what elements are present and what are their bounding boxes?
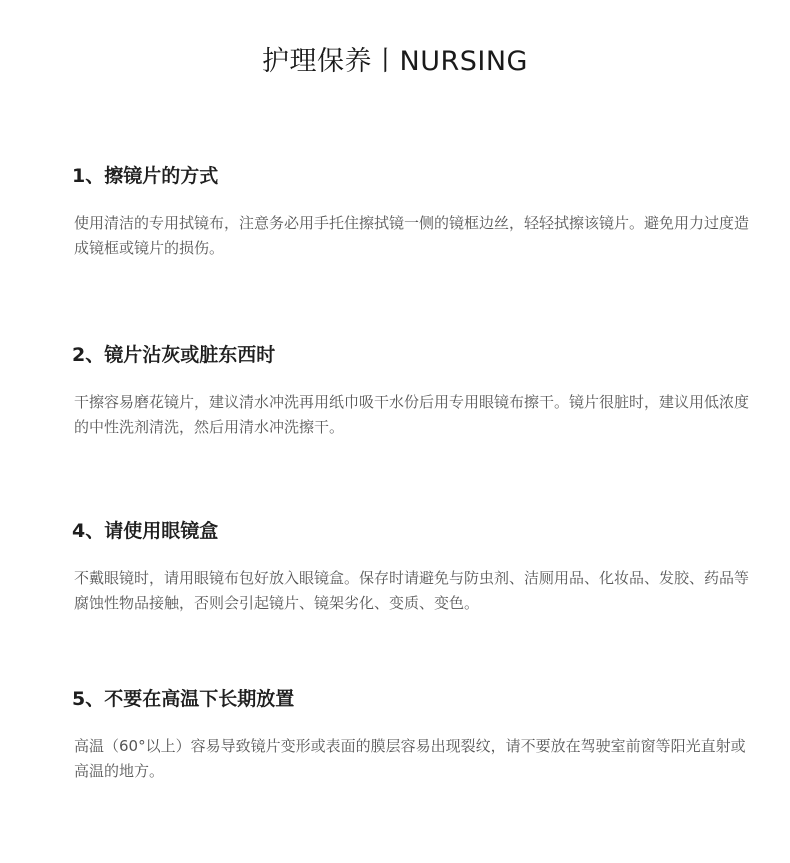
care-section-glasses-case <box>72 518 762 616</box>
section-heading: 5、不要在高温下长期放置 <box>72 688 295 710</box>
section-body: 使用清洁的专用拭镜布，注意务必用手托住擦拭镜一侧的镜框边丝，轻轻拭擦该镜片。避免用力过度造成镜框或镜片的损伤。 <box>74 214 750 257</box>
page-title: 护理保养丨NURSING <box>262 46 528 77</box>
section-heading: 1、擦镜片的方式 <box>72 165 219 187</box>
section-body: 不戴眼镜时，请用眼镜布包好放入眼镜盒。保存时请避免与防虫剂、洁厕用品、化妆品、发胶、药品等腐蚀性物品接触，否则会引起镜片、镜架劣化、变质、变色。 <box>74 569 750 612</box>
section-heading: 4、请使用眼镜盒 <box>72 520 219 542</box>
section-body: 干擦容易磨花镜片，建议清水冲洗再用纸巾吸干水份后用专用眼镜布擦干。镜片很脏时，建议用低浓度的中性洗剂清洗，然后用清水冲洗擦干。 <box>74 393 750 436</box>
care-section-high-temperature <box>72 686 762 784</box>
section-body: 高温（60°以上）容易导致镜片变形或表面的膜层容易出现裂纹，请不要放在驾驶室前窗等阳光直射或高温的地方。 <box>74 737 746 780</box>
care-section-dirty-lens <box>72 342 762 440</box>
care-section-wiping <box>72 163 762 261</box>
section-heading: 2、镜片沾灰或脏东西时 <box>72 344 276 366</box>
